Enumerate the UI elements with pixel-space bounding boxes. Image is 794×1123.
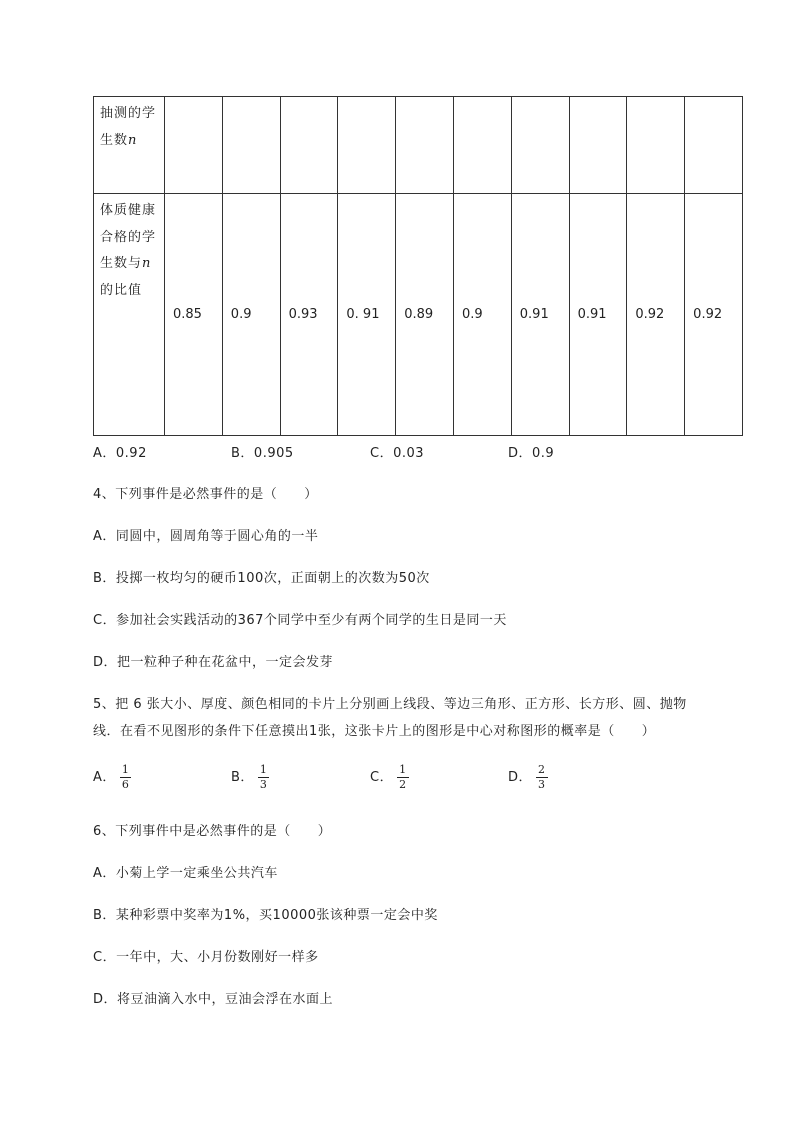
- table-cell: [280, 97, 338, 194]
- q5-option-d: D． $\frac{2}{3}$: [508, 763, 546, 791]
- table-cell: 0.92: [627, 194, 685, 436]
- table-cell: 0.91: [569, 194, 627, 436]
- table-cell: [338, 97, 396, 194]
- table-cell: 0.92: [685, 194, 743, 436]
- fraction: $\frac{2}{3}$: [538, 763, 546, 791]
- table-cell: 0.91: [511, 194, 569, 436]
- q5-option-a: A． $\frac{1}{6}$: [93, 763, 130, 791]
- data-table: [93, 96, 743, 436]
- q5-option-b: B． $\frac{1}{3}$: [231, 763, 268, 791]
- table-cell: 0.9: [453, 194, 511, 436]
- q4-stem: 4、下列事件是必然事件的是（ ）: [93, 487, 318, 502]
- table-row: [94, 194, 743, 436]
- fraction: $\frac{1}{3}$: [259, 763, 268, 791]
- q6-option-d: D．将豆油滴入水中，豆油会浮在水面上: [93, 992, 334, 1007]
- q6-option-b: B．某种彩票中奖率为1%，买10000张该种票一定会中奖: [93, 908, 438, 923]
- fraction: $\frac{1}{6}$: [121, 763, 130, 791]
- table-cell: [685, 97, 743, 194]
- q5-option-c: C． $\frac{1}{2}$: [370, 763, 407, 791]
- table-cell: [569, 97, 627, 194]
- q4-option-a: A．同圆中，圆周角等于圆心角的一半: [93, 529, 319, 544]
- q5-stem-line2: 线．在看不见图形的条件下任意摸出1张，这张卡片上的图形是中心对称图形的概率是（ ）: [93, 724, 656, 739]
- q5-stem-line1: 5、把 6 张大小、厚度、颜色相同的卡片上分别画上线段、等边三角形、正方形、长方形、圆、抛物: [93, 697, 687, 712]
- table-cell: 0. 91: [338, 194, 396, 436]
- q4-option-c: C．参加社会实践活动的367个同学中至少有两个同学的生日是同一天: [93, 613, 507, 628]
- q3-option-a: A．0.92: [93, 446, 147, 461]
- table-row: [94, 97, 743, 194]
- q6-option-c: C．一年中，大、小月份数刚好一样多: [93, 950, 319, 965]
- table-cell: [627, 97, 685, 194]
- table-cell: [511, 97, 569, 194]
- q4-option-d: D．把一粒种子种在花盆中，一定会发芽: [93, 655, 334, 670]
- fraction: $\frac{1}{2}$: [399, 763, 407, 791]
- table-cell: 0.93: [280, 194, 338, 436]
- row-header-ratio: 体质健康合格的学生数与n的比值: [94, 194, 165, 436]
- table-cell: [453, 97, 511, 194]
- q6-option-a: A．小菊上学一定乘坐公共汽车: [93, 866, 278, 881]
- row-header-sample-count: 抽测的学生数n: [94, 97, 165, 194]
- q3-option-b: B．0.905: [231, 446, 294, 461]
- table-cell: 0.85: [165, 194, 223, 436]
- q6-stem: 6、下列事件中是必然事件的是（ ）: [93, 824, 332, 839]
- table-cell: [222, 97, 280, 194]
- q3-option-c: C．0.03: [370, 446, 425, 461]
- table-cell: 0.9: [222, 194, 280, 436]
- q3-option-d: D．0.9: [508, 446, 555, 461]
- table-cell: [165, 97, 223, 194]
- q4-option-b: B．投掷一枚均匀的硬币100次，正面朝上的次数为50次: [93, 571, 430, 586]
- table-cell: [396, 97, 454, 194]
- table-cell: 0.89: [396, 194, 454, 436]
